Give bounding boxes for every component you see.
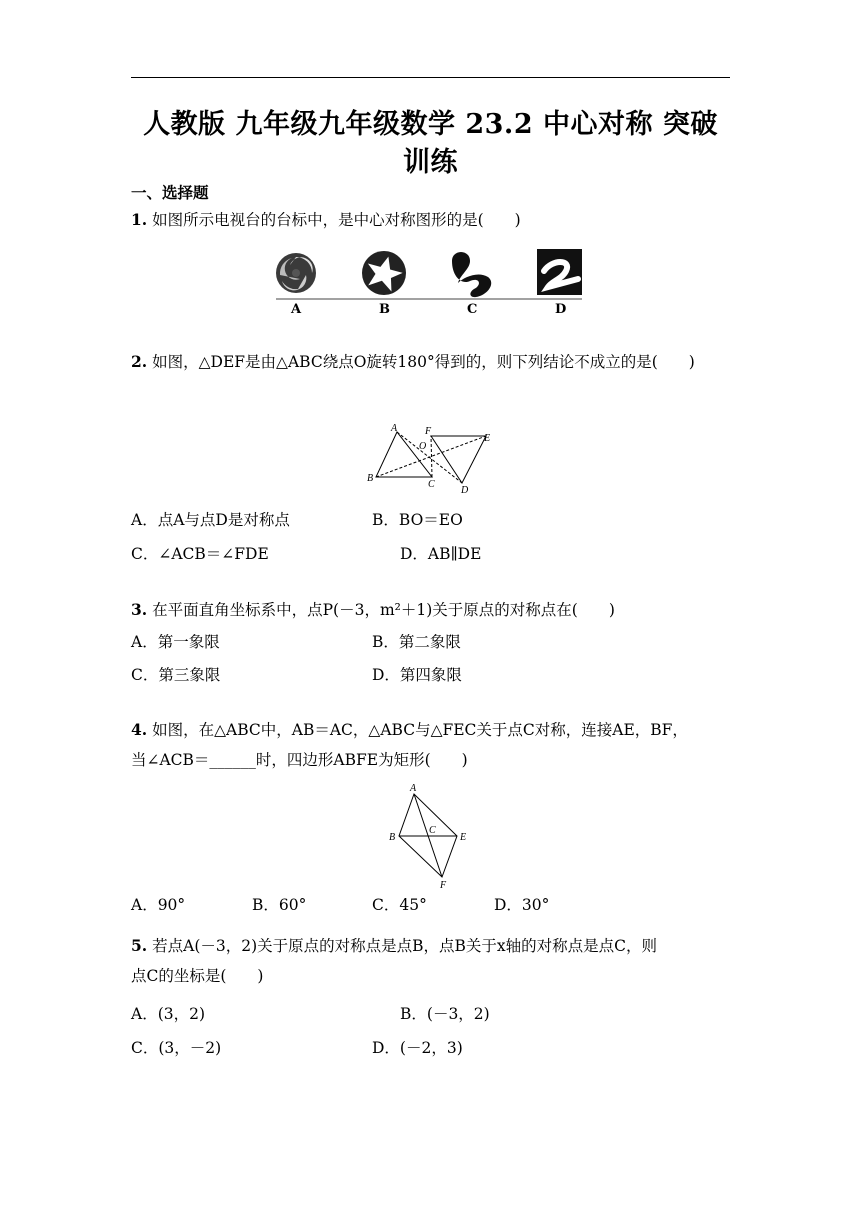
question-text-line-1: 如图，在△ABC中，AB＝AC，△ABC与△FEC关于点C对称，连接AE，BF， (152, 721, 688, 739)
question-3 (131, 595, 615, 625)
question-5 (131, 931, 657, 991)
question-number: 5. (131, 936, 148, 955)
q2-option-d: D．AB∥DE (400, 545, 482, 563)
question-text-line-2: 当∠ACB＝______时，四边形ABFE为矩形( ) (131, 751, 468, 769)
question-5-line-1 (131, 931, 657, 961)
question-text: 在平面直角坐标系中，点P(－3，m²＋1)关于原点的对称点在( ) (152, 601, 615, 619)
q4-option-a: A．90° (131, 896, 186, 914)
header-rule (131, 77, 730, 78)
point-label-e: E (460, 832, 467, 843)
question-1 (131, 205, 521, 235)
point-label-d: D (461, 485, 469, 496)
question-number: 2. (131, 352, 148, 371)
q3-option-b: B．第二象限 (372, 633, 461, 651)
q3-option-d: D．第四象限 (372, 666, 462, 684)
point-label-b: B (389, 832, 396, 843)
point-label-f: F (425, 426, 432, 437)
logo-label-b: B (379, 302, 390, 317)
point-label-e: E (484, 433, 491, 444)
rotation-figure (364, 420, 496, 496)
point-label-o: O (419, 441, 427, 452)
q2-option-c: C．∠ACB＝∠FDE (131, 545, 269, 563)
q4-option-d: D．30° (494, 896, 550, 914)
point-label-a: A (410, 783, 417, 794)
question-4 (131, 715, 688, 775)
rectangle-diagram (386, 780, 472, 892)
question-number: 4. (131, 720, 148, 739)
logo-label-a: A (291, 302, 302, 317)
q5-option-c: C．(3，－2) (131, 1039, 222, 1057)
tv-logos-figure (276, 248, 582, 320)
q4-option-b: B．60° (252, 896, 307, 914)
question-text-line-2: 点C的坐标是( ) (131, 967, 264, 985)
q5-option-a: A．(3，2) (131, 1005, 206, 1023)
q4-option-c: C．45° (372, 896, 427, 914)
question-text: 如图，△DEF是由△ABC绕点O旋转180°得到的，则下列结论不成立的是( ) (152, 353, 695, 371)
q2-option-b: B．BO＝EO (372, 511, 463, 529)
question-2 (131, 347, 730, 377)
point-label-a: A (391, 423, 398, 434)
logo-a-spiral (276, 253, 316, 293)
point-label-c: C (428, 479, 435, 490)
question-text-line-1: 若点A(－3，2)关于原点的对称点是点B，点B关于x轴的对称点是点C，则 (152, 937, 658, 955)
q3-option-c: C．第三象限 (131, 666, 221, 684)
point-label-b: B (367, 473, 374, 484)
logo-c-shape (452, 252, 491, 297)
logo-b-star (362, 251, 406, 295)
logo-label-c: C (467, 302, 478, 317)
page-title: 人教版 九年级九年级数学 23.2 中心对称 突破训练 (143, 109, 718, 178)
logo-d-square (537, 249, 582, 295)
logo-label-d: D (555, 302, 567, 317)
question-text: 如图所示电视台的台标中，是中心对称图形的是( ) (152, 211, 521, 229)
point-label-f: F (440, 880, 447, 891)
q5-option-b: B．(－3，2) (400, 1005, 490, 1023)
q5-option-d: D．(－2，3) (372, 1039, 463, 1057)
q2-option-a: A．点A与点D是对称点 (131, 511, 290, 529)
section-heading: 一、选择题 (131, 183, 209, 202)
rotation-diagram (364, 420, 496, 496)
tv-logos-graphic (276, 248, 582, 320)
point-label-c: C (429, 825, 436, 836)
question-number: 3. (131, 600, 148, 619)
question-number: 1. (131, 210, 148, 229)
question-4-line-1 (131, 715, 688, 745)
q3-option-a: A．第一象限 (131, 633, 220, 651)
rectangle-figure (386, 780, 472, 892)
